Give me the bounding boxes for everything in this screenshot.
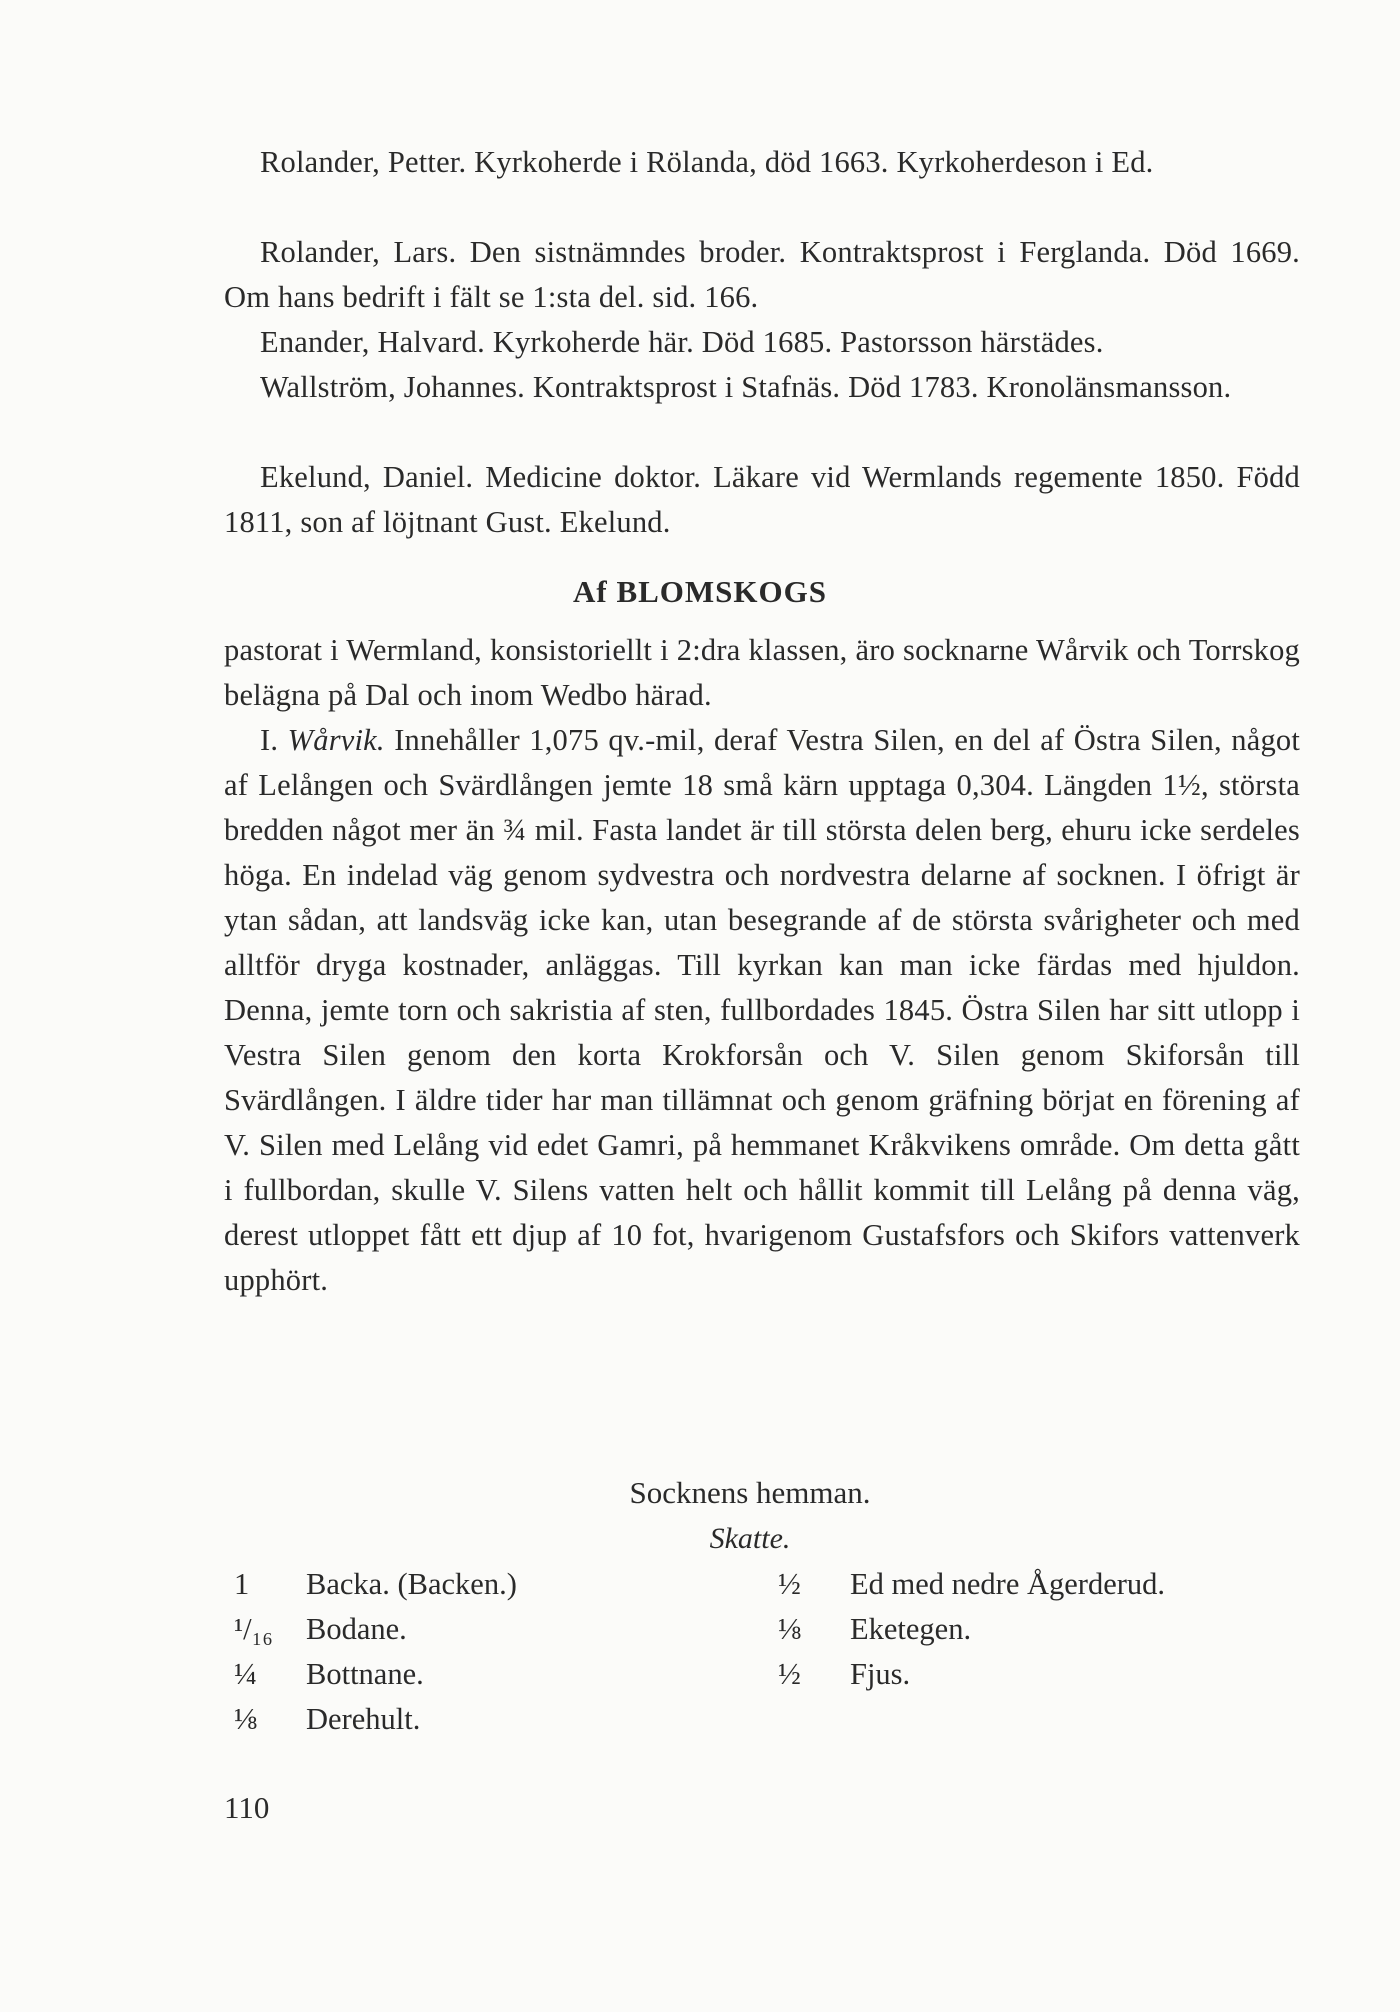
- holdings-subtitle: Skatte.: [709, 1522, 791, 1555]
- list-item: [234, 1697, 517, 1742]
- list-item: [234, 1607, 517, 1652]
- holding-name: Bodane.: [306, 1612, 407, 1646]
- list-item: [234, 1562, 517, 1607]
- holding-fraction: ¹/₁₆: [234, 1612, 273, 1646]
- section-number: I.: [260, 723, 279, 757]
- warvik-paragraph: [224, 718, 1300, 1303]
- entry-enander-halvard: Enander, Halvard. Kyrkoherde här. Död 1685. Pastorsson härstädes.: [260, 325, 1104, 359]
- holding-name: Eketegen.: [850, 1612, 972, 1646]
- section-name: Wårvik.: [287, 723, 385, 757]
- holdings-title: Socknens hemman.: [629, 1475, 871, 1510]
- entry-rolander-lars: Rolander, Lars. Den sistnämndes broder. Kontraktsprost i Ferglanda. Död 1669. Om hans bedrift i fält se 1:sta del. sid. 166.: [224, 235, 1300, 314]
- page-number: 110: [224, 1790, 270, 1825]
- list-item: [234, 1652, 517, 1697]
- holding-fraction: ⅛: [234, 1702, 257, 1736]
- holding-fraction: 1: [234, 1567, 250, 1601]
- list-item: [778, 1562, 1165, 1607]
- holding-fraction: ½: [778, 1657, 801, 1691]
- list-item: [778, 1607, 1165, 1652]
- holding-fraction: ⅛: [778, 1612, 801, 1646]
- section-text: Innehåller 1,075 qv.-mil, deraf Vestra Silen, en del af Östra Silen, något af Lelången och Svärdlången jemte 18 små kärn upptaga 0,304. Längden 1½, största bredden något mer än ¾ mil. Fasta landet är till största delen berg, ehuru icke serdeles höga. En indelad väg genom sydvestra och nordvestra delarne af socknen. I öfrigt är ytan sådan, att landsväg icke kan, utan besegrande af de största svårigheter och med alltför dryga kostnader, anläggas. Till kyrkan kan man icke färdas med hjuldon. Denna, jemte torn och sakristia af sten, fullbordades 1845. Östra Silen har sitt utlopp i Vestra Silen genom den korta Krokforsån och V. Silen genom Skiforsån till Svärdlången. I äldre tider har man tillämnat och genom gräfning börjat en förening af V. Silen med Lelång vid edet Gamri, på hemmanet Kråkvikens område. Om detta gått i fullbordan, skulle V. Silens vatten helt och hållit kommit till Lelång på denna väg, derest utloppet fått ett djup af 10 fot, hvarigenom Gustafsfors och Skifors vattenverk upphört.: [224, 723, 1301, 1297]
- holding-name: Bottnane.: [306, 1657, 424, 1691]
- holding-fraction: ¼: [234, 1657, 257, 1691]
- entry-rolander-petter: Rolander, Petter. Kyrkoherde i Rölanda, död 1663. Kyrkoherdeson i Ed.: [260, 145, 1154, 179]
- holdings-list-right: [778, 1562, 1165, 1697]
- holding-name: Backa. (Backen.): [306, 1567, 517, 1601]
- section-heading: Af BLOMSKOGS: [572, 574, 827, 609]
- holding-fraction: ½: [778, 1567, 801, 1601]
- list-item: [778, 1652, 1165, 1697]
- entry-wallstrom-johannes: Wallström, Johannes. Kontraktsprost i Stafnäs. Död 1783. Kronolänsmansson.: [260, 370, 1232, 404]
- holding-name: Derehult.: [306, 1702, 421, 1736]
- intro-paragraph: pastorat i Wermland, konsistoriellt i 2:dra klassen, äro socknarne Wårvik och Torrskog belägna på Dal och inom Wedbo härad.: [224, 633, 1300, 712]
- holdings-list-left: [234, 1562, 517, 1742]
- entry-ekelund-daniel: Ekelund, Daniel. Medicine doktor. Läkare vid Wermlands regemente 1850. Född 1811, son af löjtnant Gust. Ekelund.: [224, 460, 1300, 539]
- holding-name: Ed med nedre Ågerderud.: [850, 1567, 1166, 1601]
- holding-name: Fjus.: [850, 1657, 911, 1691]
